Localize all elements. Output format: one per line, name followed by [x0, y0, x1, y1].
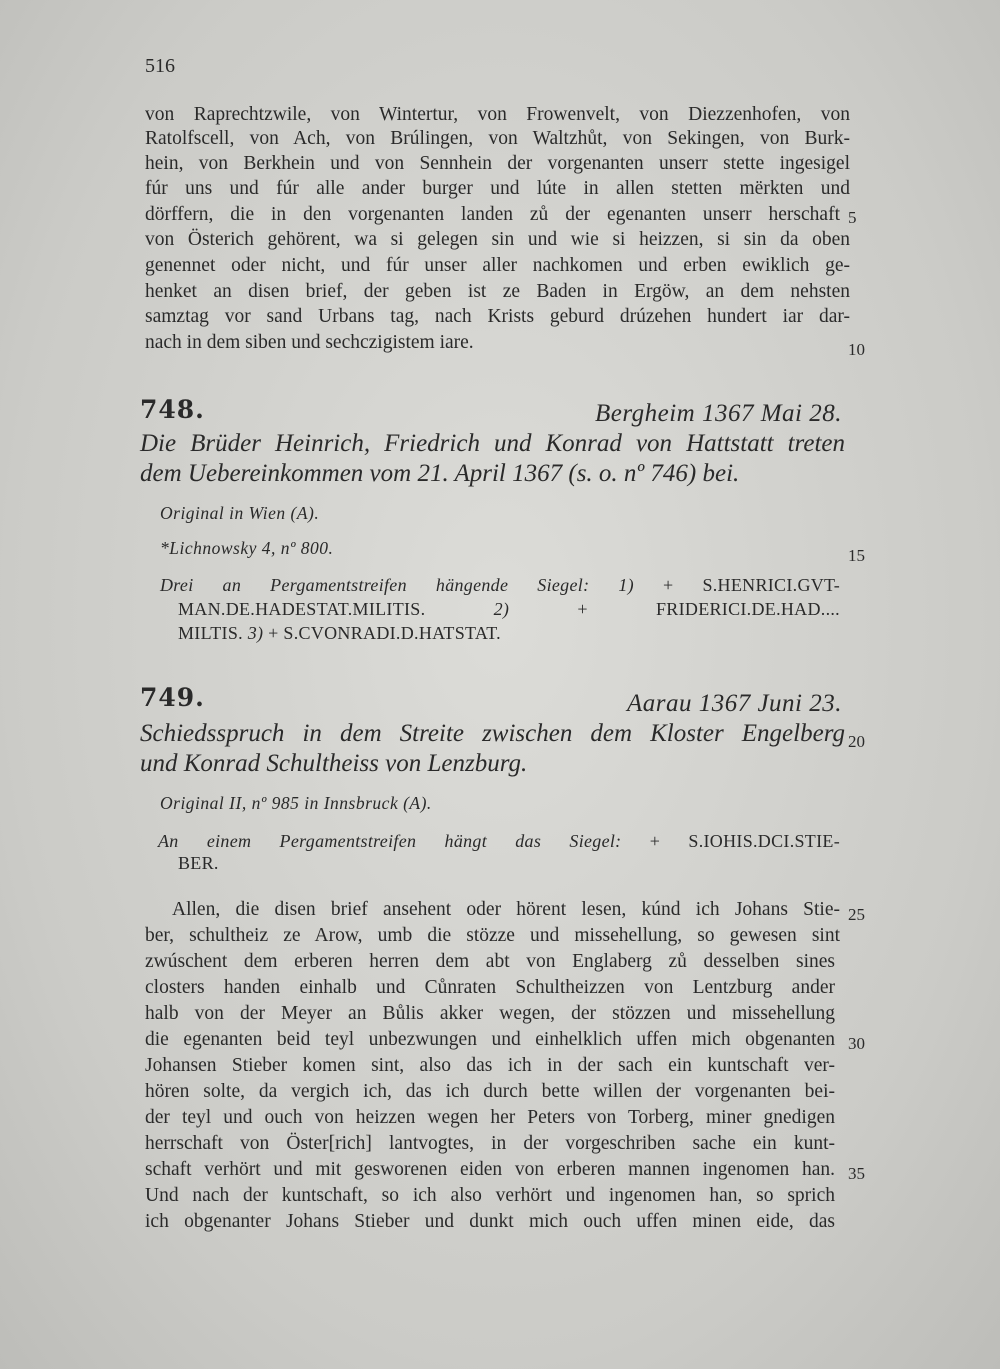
text-line: Johansen Stieber komen sint, also das ich in der sach ein kuntschaft ver- — [145, 1055, 835, 1076]
text-line: closters handen einhalb und Cůnraten Schultheizzen von Lentzburg ander — [145, 977, 835, 998]
margin-line-number: 10 — [848, 340, 865, 359]
text-line: fúr uns und fúr alle ander burger und lúte in allen stetten mërkten und — [145, 178, 850, 199]
margin-line-number: 35 — [848, 1164, 865, 1183]
text-line: ber, schultheiz ze Arow, umb die stözze und missehellung, so gewesen sint — [145, 925, 840, 946]
seal-description-italic: Drei an Pergamentstreifen hängende Siegel: 1) — [160, 575, 634, 595]
text-line: zwúschent dem erberen herren dem abt von Englaberg zů desselben sines — [145, 951, 835, 972]
text-line: von Österich gehörent, wa si gelegen sin und wie si heizzen, si sin da oben — [145, 229, 850, 250]
text-line: genennet oder nicht, und fúr unser aller nachkomen und erben ewiklich ge- — [145, 255, 850, 276]
seal-description-line — [158, 830, 840, 852]
text-line: hein, von Berkhein und von Sennhein der vorgenanten unserr stette ingesigel — [145, 153, 850, 174]
margin-line-number: 20 — [848, 732, 865, 751]
page-number: 516 — [145, 55, 175, 77]
document-date: Aarau 1367 Juni 23. — [626, 690, 842, 717]
document-number: 748. — [140, 395, 205, 424]
margin-line-number: 25 — [848, 905, 865, 924]
text-line: henket an disen brief, der geben ist ze Baden in Ergöw, an dem nehsten — [145, 281, 850, 302]
text-line: nach in dem siben und sechczigistem iare. — [145, 332, 474, 353]
document-summary-line: dem Uebereinkommen vom 21. April 1367 (s. o. nº 746) bei. — [140, 460, 740, 487]
seal-number: 2) — [493, 599, 510, 619]
text-line: schaft verhört und mit gesworenen eiden von erberen mannen ingenomen han. — [145, 1159, 835, 1180]
document-number: 749. — [140, 683, 205, 712]
text-line: der teyl und ouch von heizzen wegen her Peters von Torberg, miner gnedigen — [145, 1107, 835, 1128]
seal-legend: + FRIDERICI.DE.HAD.... — [509, 599, 840, 619]
document-summary-line: und Konrad Schultheiss von Lenzburg. — [140, 750, 528, 777]
text-line: Allen, die disen brief ansehent oder hörent lesen, kúnd ich Johans Stie- — [172, 899, 840, 920]
margin-line-number: 30 — [848, 1034, 865, 1053]
seal-description-line: BER. — [178, 853, 219, 873]
document-summary-line: Die Brüder Heinrich, Friedrich und Konrad von Hattstatt treten — [140, 430, 845, 457]
seal-number: 3) — [247, 623, 264, 643]
seal-description-italic: An einem Pergamentstreifen hängt das Siegel: — [158, 831, 622, 851]
text-line: von Raprechtzwile, von Wintertur, von Frowenvelt, von Diezzenhofen, von — [145, 104, 850, 125]
document-date: Bergheim 1367 Mai 28. — [594, 400, 842, 427]
source-note: Original II, nº 985 in Innsbruck (A). — [160, 793, 432, 813]
text-line: Ratolfscell, von Ach, von Brúlingen, von Waltzhůt, von Sekingen, von Burk- — [145, 128, 850, 149]
document-summary-line: Schiedsspruch in dem Streite zwischen dem Kloster Engelberg — [140, 720, 845, 747]
text-line: dörffern, die in den vorgenanten landen zů der egenanten unserr herschaft — [145, 204, 840, 225]
text-line: hören solte, da vergich ich, das ich durch bette willen der vorgenanten bei- — [145, 1081, 835, 1102]
seal-legend: MILTIS. — [178, 623, 248, 643]
source-note: Original in Wien (A). — [160, 503, 320, 523]
seal-legend: MAN.DE.HADESTAT.MILITIS. — [178, 599, 494, 619]
seal-description-line — [160, 574, 840, 596]
seal-description-line — [178, 598, 840, 620]
seal-legend: + S.IOHIS.DCI.STIE- — [621, 831, 840, 851]
text-line: ich obgenanter Johans Stieber und dunkt mich ouch uffen minen eide, das — [145, 1211, 835, 1232]
text-line: halb von der Meyer an Bůlis akker wegen, der stözzen und missehellung — [145, 1003, 835, 1024]
margin-line-number: 15 — [848, 546, 865, 565]
seal-legend: + S.HENRICI.GVT- — [633, 575, 840, 595]
text-line: samztag vor sand Urbans tag, nach Krists geburd drúzehen hundert iar dar- — [145, 306, 850, 327]
margin-line-number: 5 — [848, 208, 857, 227]
seal-legend: + S.CVONRADI.D.HATSTAT. — [263, 623, 501, 643]
print-reference: *Lichnowsky 4, nº 800. — [160, 538, 334, 558]
text-line: herrschaft von Öster[rich] lantvogtes, in der vorgeschriben sache ein kunt- — [145, 1133, 835, 1154]
text-line: Und nach der kuntschaft, so ich also verhört und ingenomen han, so sprich — [145, 1185, 835, 1206]
seal-description-line — [178, 622, 858, 644]
text-line: die egenanten beid teyl unbezwungen und einhelklich uffen mich obgenanten — [145, 1029, 835, 1050]
